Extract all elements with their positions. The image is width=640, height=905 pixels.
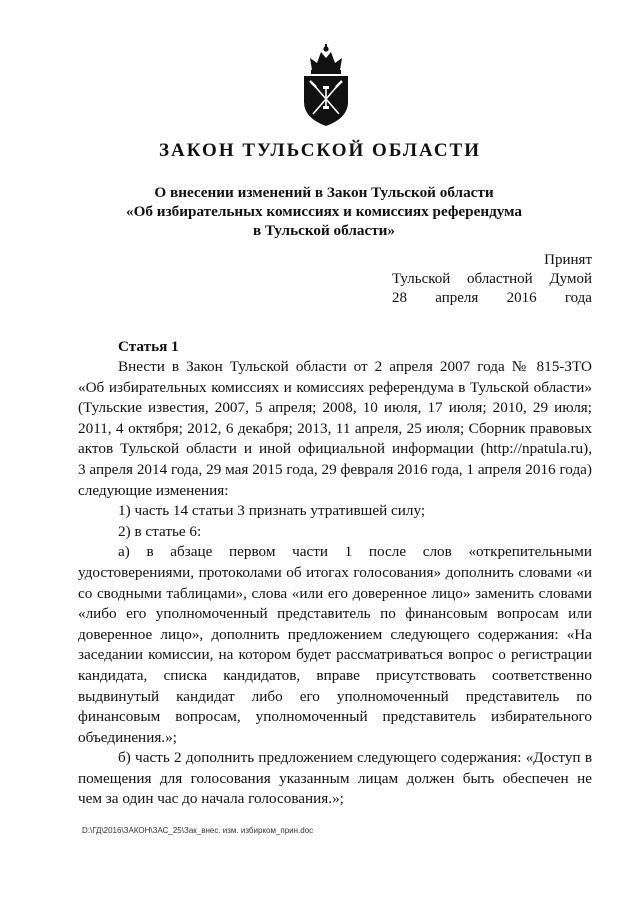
body-line: объединения.»; <box>78 728 177 746</box>
adopted-date-word: апреля <box>435 290 479 306</box>
adopted-date-word: 2016 <box>506 290 537 306</box>
adopted-date-word: 28 <box>392 290 407 306</box>
body-line: выдвинутый кандидат либо его уполномоченный представитель по <box>78 687 592 705</box>
body-line: следующие изменения: <box>78 481 229 499</box>
body-line: 1) часть 14 статьи 3 признать утратившей силу; <box>118 502 426 520</box>
body-line: со сводными таблицами», слова «или его доверенное лицо» заменить словами <box>78 584 592 602</box>
body-line: а) в абзаце первом части 1 после слов «открепительными <box>118 543 592 561</box>
law-title: ЗАКОН ТУЛЬСКОЙ ОБЛАСТИ <box>158 140 482 161</box>
article-body <box>78 357 592 810</box>
adoption-block <box>392 251 592 308</box>
adopted-date <box>392 289 592 308</box>
adopted-by <box>392 270 592 289</box>
body-line: (Тульские известия, 2007, 5 апреля; 2008, 10 июля, 17 июля; 2010, 29 июля; <box>78 399 592 417</box>
adopted-by-word: Тульской <box>392 271 451 287</box>
article-heading: Статья 1 <box>118 338 179 355</box>
tula-coat-of-arms-emblem <box>296 44 356 128</box>
body-line: 3 апреля 2014 года, 29 мая 2015 года, 29 февраля 2016 года, 1 апреля 2016 года) <box>78 460 592 478</box>
adopted-label: Принят <box>544 252 592 268</box>
adopted-by-word: Думой <box>549 271 592 287</box>
subtitle-line: в Тульской области» <box>252 222 396 239</box>
body-line: финансовым вопросам, уполномоченный представитель избирательного <box>78 708 592 726</box>
body-line: заседании комиссии, на котором будет рассматриваться вопрос о регистрации <box>78 646 592 664</box>
body-line: удостоверениями, протоколами об итогах голосования» дополнить словами «и <box>78 563 592 581</box>
adopted-date-word: года <box>564 290 592 306</box>
body-line: доверенное лицо», дополнить предложением следующего содержания: «На <box>78 625 592 643</box>
body-line: помещения для голосования указанным лицам должен быть обеспечен не <box>78 769 592 787</box>
body-line: чем за один час до начала голосования.»; <box>78 790 344 808</box>
body-line: кандидата, списка кандидатов, вправе присутствовать соответственно <box>78 666 592 684</box>
law-subtitle <box>100 183 548 240</box>
file-path-footer: D:\ГД\2016\ЗАКОН\ЗАС_25\Зак_внес. изм. избирком_прин.doc <box>82 826 314 835</box>
body-line: актов Тульской области и иной официальной информации (http://npatula.ru), <box>78 440 592 458</box>
adopted-by-word: областной <box>467 271 533 287</box>
body-line: б) часть 2 дополнить предложением следующего содержания: «Доступ в <box>118 749 592 767</box>
body-line: «Об избирательных комиссиях и комиссиях референдума в Тульской области» <box>78 378 592 396</box>
body-line: 2011, 4 октября; 2012, 6 декабря; 2013, 11 апреля, 25 июля; Сборник правовых <box>78 419 592 437</box>
body-line: Внести в Закон Тульской области от 2 апреля 2007 года № 815-ЗТО <box>118 358 592 375</box>
subtitle-line: «Об избирательных комиссиях и комиссиях референдума <box>126 203 522 220</box>
body-line: «либо его уполномоченный представитель по финансовым вопросам или <box>78 605 592 623</box>
subtitle-line: О внесении изменений в Закон Тульской области <box>154 184 494 201</box>
body-line: 2) в статье 6: <box>118 522 202 540</box>
